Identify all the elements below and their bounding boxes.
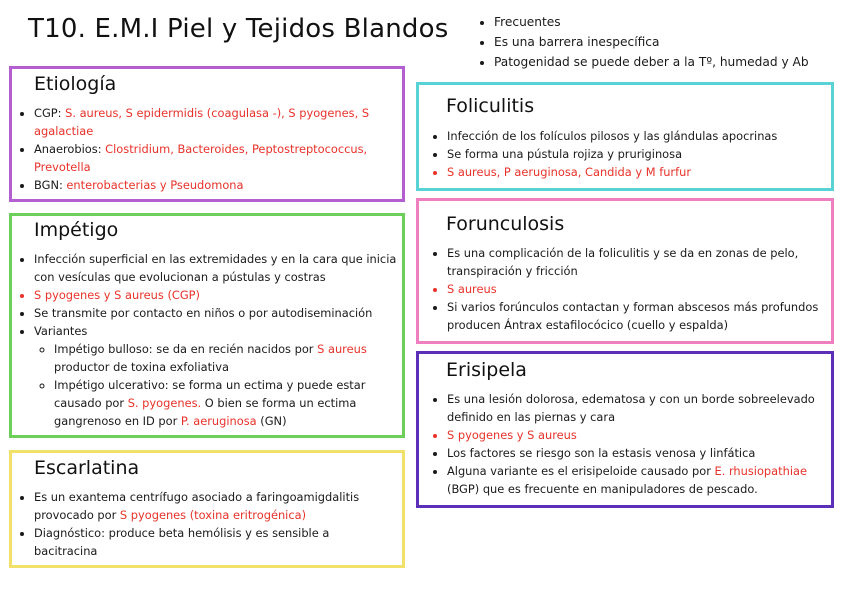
list-item <box>34 322 404 430</box>
escarlatina-list <box>16 488 394 560</box>
intro-bullet: • Es una barrera inespecífica <box>494 32 809 52</box>
list-item: • Infección superficial en las extremidades y en la cara que inicia con vesículas que evolucionan a pústulas y costras <box>34 250 404 286</box>
ulcerativo-pathogen: S. pyogenes. <box>127 396 202 410</box>
list-item <box>34 140 394 176</box>
escarlatina-heading: Escarlatina <box>34 457 140 479</box>
ulcerativo-pathogen-2: P. aeruginosa <box>180 414 257 428</box>
bulloso-pathogen: S aureus <box>317 342 367 356</box>
cgp-value: S. aureus, S epidermidis (coagulasa -), S pyogenes, S agalactiae <box>34 106 370 138</box>
list-item <box>34 104 394 140</box>
list-item: • Si varios forúnculos contactan y forman abscesos más profundos producen Ántrax estafilocócico (cuello y espalda) <box>447 298 839 334</box>
etiologia-list <box>16 104 394 194</box>
foliculitis-box <box>416 82 834 191</box>
forunculosis-list <box>429 244 839 334</box>
page-title: T10. E.M.I Piel y Tejidos Blandos <box>28 14 449 44</box>
bgn-value: enterobacterias y Pseudomona <box>66 178 244 192</box>
list-item: • Diagnóstico: produce beta hemólisis y es sensible a bacitracina <box>34 524 394 560</box>
anaerobios-value: Clostridium, Bacteroides, Peptostreptococcus, Prevotella <box>34 142 368 174</box>
variantes-sublist <box>34 340 404 430</box>
list-item <box>34 176 394 194</box>
etiologia-box <box>9 66 405 202</box>
intro-bullet: • Patogenidad se puede deber a la Tº, humedad y Ab <box>494 52 809 72</box>
forunculosis-heading: Forunculosis <box>446 213 565 235</box>
list-item: • Es una lesión dolorosa, edematosa y con un borde sobreelevado definido en las piernas y cara <box>447 390 839 426</box>
foliculitis-list <box>429 127 839 181</box>
etiologia-heading: Etiología <box>34 73 117 95</box>
impetigo-box <box>9 213 405 438</box>
erisipela-heading: Erisipela <box>446 359 527 381</box>
erisipela-box <box>416 351 834 508</box>
impetigo-list <box>16 250 404 430</box>
erisipela-list <box>429 390 839 498</box>
anaerobios-label: Anaerobios: <box>34 142 106 156</box>
escarlatina-box <box>9 450 405 568</box>
list-item: • S pyogenes y S aureus (CGP) <box>34 286 404 304</box>
ulcerativo-text-end: (GN) <box>256 414 287 428</box>
list-item: • Se transmite por contacto en niños o por autodiseminación <box>34 304 404 322</box>
impetigo-heading: Impétigo <box>34 219 119 241</box>
forunculosis-box <box>416 198 834 344</box>
escarlatina-pathogen: S pyogenes (toxina eritrogénica) <box>119 508 307 522</box>
bulloso-text-end: productor de toxina exfoliativa <box>54 360 229 374</box>
ulcerativo-text: Impétigo ulcerativo: se forma un ectima y puede estar causado por <box>54 378 366 410</box>
list-item: • Los factores se riesgo son la estasis venosa y linfática <box>447 444 839 462</box>
erisipela-text-end: (BGP) que es frecuente en manipuladores de pescado. <box>447 482 758 496</box>
intro-bullet-list <box>478 12 809 72</box>
escarlatina-text: Es un exantema centrífugo asociado a faringoamigdalitis provocado por <box>34 490 360 522</box>
list-item: • S aureus, P aeruginosa, Candida y M furfur <box>447 163 839 181</box>
list-item: • Es una complicación de la foliculitis y se da en zonas de pelo, transpiración y fricción <box>447 244 839 280</box>
list-item <box>447 462 839 498</box>
list-item: • Se forma una pústula rojiza y pruriginosa <box>447 145 839 163</box>
ulcerativo-text-mid: O bien se forma un ectima gangrenoso en ID por <box>54 396 357 428</box>
bgn-label: BGN: <box>34 178 67 192</box>
sublist-item <box>54 340 404 376</box>
sublist-item <box>54 376 404 430</box>
list-item: • S pyogenes y S aureus <box>447 426 839 444</box>
foliculitis-heading: Foliculitis <box>446 95 535 117</box>
cgp-label: CGP: <box>34 106 66 120</box>
intro-bullet: • Frecuentes <box>494 12 809 32</box>
erisipela-pathogen: E. rhusiopathiae <box>714 464 807 478</box>
list-item: • S aureus <box>447 280 839 298</box>
variantes-label: Variantes <box>34 324 88 338</box>
list-item: • Infección de los folículos pilosos y las glándulas apocrinas <box>447 127 839 145</box>
erisipela-text: Alguna variante es el erisipeloide causado por <box>447 464 715 478</box>
bulloso-text: Impétigo bulloso: se da en recién nacidos por <box>54 342 318 356</box>
list-item <box>34 488 394 524</box>
